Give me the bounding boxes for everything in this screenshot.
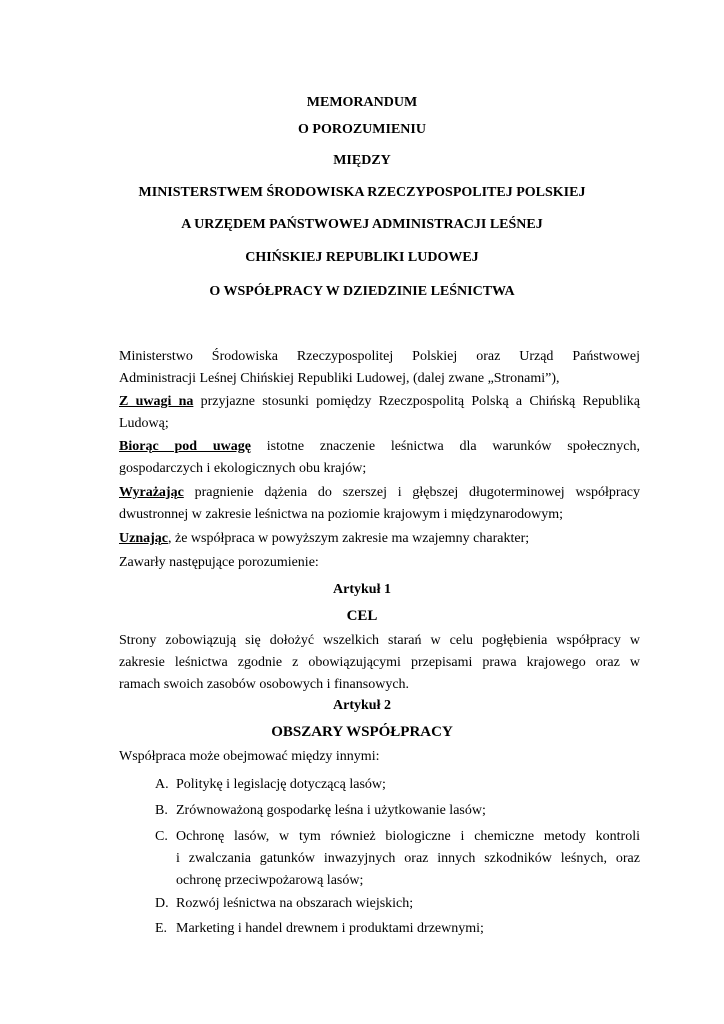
list-item-letter: C. (155, 829, 168, 844)
article-1-heading: CEL (346, 608, 378, 624)
title-line-4: MINISTERSTWEM ŚRODOWISKA RZECZYPOSPOLITEJ POLSKIEJ (138, 185, 586, 200)
preamble-clause-3-line-2: dwustronnej w zakresie leśnictwa na poziomie krajowym i międzynarodowym; (119, 507, 563, 522)
preamble-intro-line-1: Ministerstwo Środowiska Rzeczypospolitej Polskiej oraz Urząd Państwowej (119, 349, 640, 364)
list-item-line: Zrównoważoną gospodarkę leśna i użytkowanie lasów; (176, 803, 486, 818)
list-item-letter: B. (155, 803, 168, 818)
list-item-text (176, 774, 640, 796)
clause-text: istotne znaczenie leśnictwa dla warunków społecznych, (250, 439, 640, 454)
preamble-clause-2 (119, 436, 640, 480)
list-item (155, 918, 640, 940)
title-line-3: MIĘDZY (333, 153, 391, 168)
preamble-clause-1-line-1 (119, 391, 640, 413)
list-item-letter: A. (155, 777, 169, 792)
preamble-clause-4 (119, 528, 640, 550)
list-item (155, 893, 640, 915)
title-line-6: CHIŃSKIEJ REPUBLIKI LUDOWEJ (245, 250, 479, 265)
preamble-clause-2-line-2: gospodarczych i ekologicznych obu krajów; (119, 461, 367, 476)
list-item-letter: D. (155, 896, 169, 911)
article-1-body-line-3: ramach swoich zasobów osobowych i finansowych. (119, 677, 410, 692)
list-item-text (176, 826, 640, 892)
title-line-5: A URZĘDEM PAŃSTWOWEJ ADMINISTRACJI LEŚNEJ (181, 217, 543, 232)
list-item-line: Marketing i handel drewnem i produktami drzewnymi; (176, 921, 484, 936)
article-1-body-line-2: zakresie leśnictwa zgodnie z obowiązującymi przepisami prawa krajowego oraz w (119, 655, 640, 670)
preamble-clause-3-line-1 (119, 482, 640, 504)
article-1-body (119, 630, 640, 696)
clause-keyword: Z uwagi na (119, 394, 194, 409)
list-item-line: ochronę przeciwpożarową lasów; (176, 873, 364, 888)
list-item-text (176, 800, 640, 822)
list-item-text (176, 893, 640, 915)
article-1-body-line-1: Strony zobowiązują się dołożyć wszelkich starań w celu pogłębienia współpracy w (119, 633, 640, 648)
article-1-label: Artykuł 1 (333, 582, 391, 597)
title-line-7: O WSPÓŁPRACY W DZIEDZINIE LEŚNICTWA (209, 284, 515, 299)
preamble-clause-1-line-2: Ludową; (119, 416, 169, 431)
title-line-1: MEMORANDUM (306, 95, 418, 110)
preamble-clause-4-line-1 (119, 528, 640, 550)
list-item-letter: E. (155, 921, 168, 936)
list-item-line: i zwalczania gatunków inwazyjnych oraz innych szkodników leśnych, oraz (176, 851, 640, 866)
clause-text: pragnienie dążenia do szerszej i głębszej długoterminowej współpracy (183, 485, 640, 500)
title-line-2: O POROZUMIENIU (298, 122, 426, 137)
list-item-line: Politykę i legislację dotyczącą lasów; (176, 777, 386, 792)
preamble-concluded (119, 552, 640, 574)
clause-text: przyjazne stosunki pomiędzy Rzeczpospolitą Polską a Chińską Republiką (193, 394, 640, 409)
clause-keyword: Uznając (119, 531, 168, 546)
preamble-clause-3 (119, 482, 640, 526)
article-2-label: Artykuł 2 (333, 698, 391, 713)
list-item (155, 800, 640, 822)
article-2-intro-text: Współpraca może obejmować między innymi: (119, 749, 380, 764)
preamble-intro-line-2: Administracji Leśnej Chińskiej Republiki Ludowej, (dalej zwane „Stronami”), (119, 371, 560, 386)
list-item-line: Ochronę lasów, w tym również biologiczne i chemiczne metody kontroli (176, 829, 640, 844)
preamble-clause-1 (119, 391, 640, 435)
preamble-intro (119, 346, 640, 390)
list-item-text (176, 918, 640, 940)
article-2-heading: OBSZARY WSPÓŁPRACY (271, 724, 453, 740)
clause-keyword: Wyrażając (119, 485, 184, 500)
preamble-clause-2-line-1 (119, 436, 640, 458)
list-item-line: Rozwój leśnictwa na obszarach wiejskich; (176, 896, 414, 911)
article-2-intro (119, 746, 640, 768)
list-item (155, 826, 640, 892)
list-item (155, 774, 640, 796)
preamble-concluded-text: Zawarły następujące porozumienie: (119, 555, 319, 570)
clause-text: , że współpraca w powyższym zakresie ma wzajemny charakter; (168, 531, 530, 546)
clause-keyword: Biorąc pod uwagę (119, 439, 251, 454)
